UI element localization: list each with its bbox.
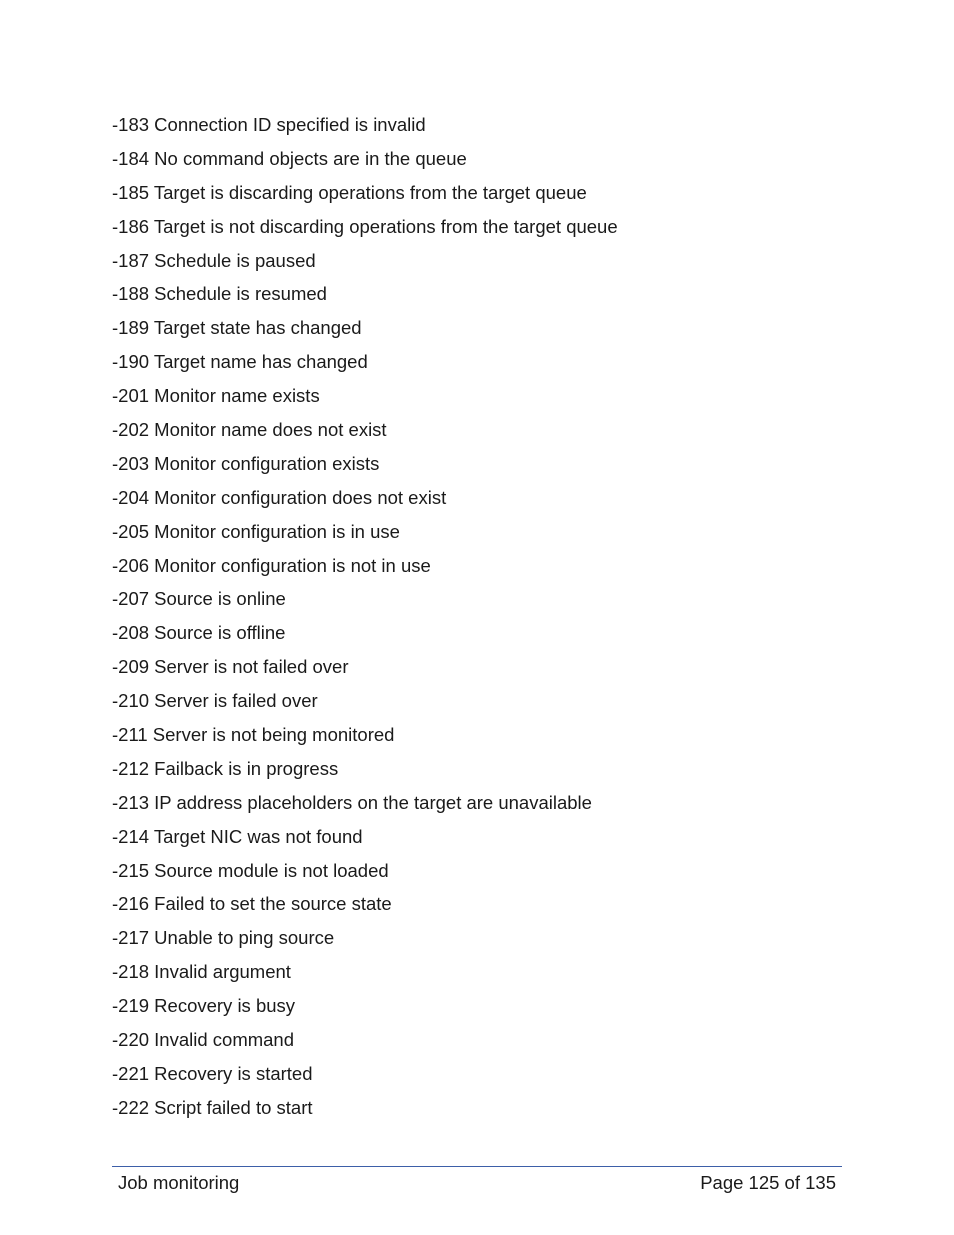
error-code-item: -186 Target is not discarding operations from the target queue <box>112 215 618 237</box>
error-code-item: -213 IP address placeholders on the target are unavailable <box>112 791 592 813</box>
error-code-item: -216 Failed to set the source state <box>112 893 392 915</box>
error-code-item: -204 Monitor configuration does not exist <box>112 486 447 508</box>
footer-divider <box>112 1166 842 1167</box>
footer-section-title: Job monitoring <box>118 1172 240 1193</box>
error-code-item: -203 Monitor configuration exists <box>112 452 380 474</box>
error-code-item: -222 Script failed to start <box>112 1096 313 1118</box>
error-code-item: -190 Target name has changed <box>112 351 368 373</box>
footer-page-number: Page 125 of 135 <box>700 1172 836 1193</box>
error-code-item: -208 Source is offline <box>112 622 286 644</box>
error-code-item: -210 Server is failed over <box>112 690 318 712</box>
error-code-item: -184 No command objects are in the queue <box>112 147 467 169</box>
error-code-item: -183 Connection ID specified is invalid <box>112 114 426 135</box>
error-code-list <box>112 108 618 1125</box>
error-code-item: -221 Recovery is started <box>112 1062 313 1084</box>
error-code-item: -187 Schedule is paused <box>112 249 316 271</box>
error-code-item: -189 Target state has changed <box>112 317 362 339</box>
error-code-item: -214 Target NIC was not found <box>112 825 363 847</box>
error-code-item: -209 Server is not failed over <box>112 656 349 678</box>
error-code-item: -201 Monitor name exists <box>112 385 320 407</box>
error-code-item: -219 Recovery is busy <box>112 995 296 1017</box>
error-code-item: -215 Source module is not loaded <box>112 859 389 881</box>
error-code-item: -207 Source is online <box>112 588 286 610</box>
error-code-item: -217 Unable to ping source <box>112 927 335 949</box>
error-code-item: -206 Monitor configuration is not in use <box>112 554 431 576</box>
error-code-item: -202 Monitor name does not exist <box>112 419 387 441</box>
error-code-item: -211 Server is not being monitored <box>112 724 395 746</box>
error-code-item: -188 Schedule is resumed <box>112 283 327 305</box>
error-code-item: -205 Monitor configuration is in use <box>112 520 400 542</box>
error-code-item: -185 Target is discarding operations from the target queue <box>112 181 587 203</box>
error-code-item: -218 Invalid argument <box>112 961 291 983</box>
error-code-item: -212 Failback is in progress <box>112 757 339 779</box>
error-code-item: -220 Invalid command <box>112 1029 295 1051</box>
